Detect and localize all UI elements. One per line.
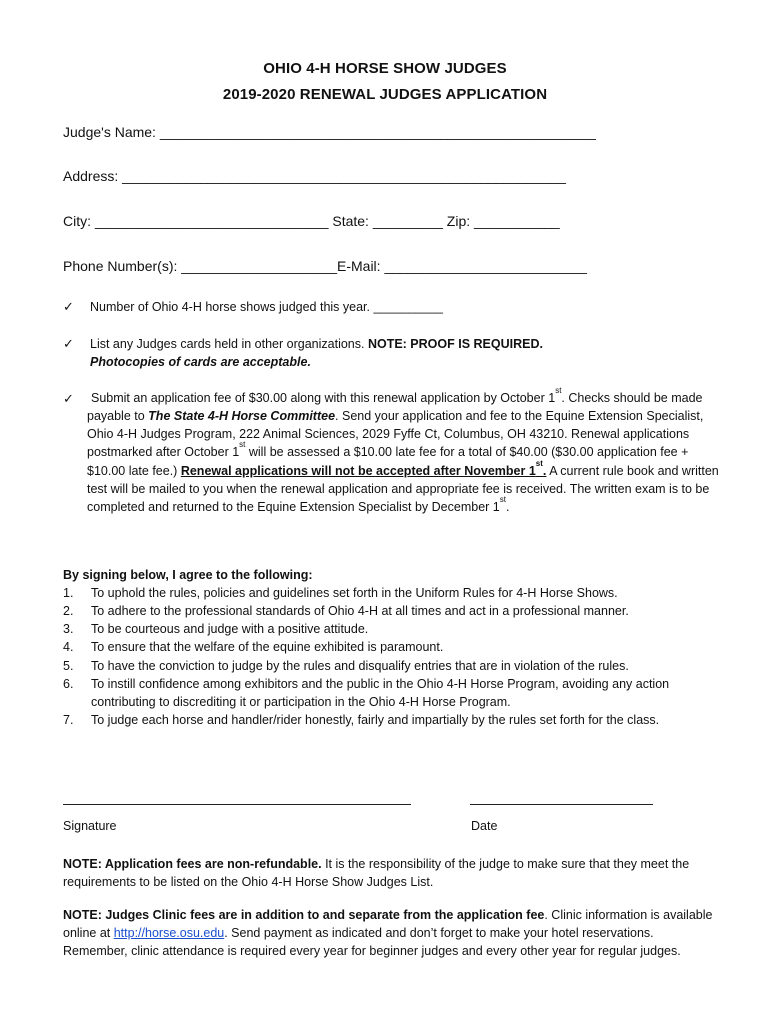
refund-note-bold: NOTE: Application fees are non-refundable.	[63, 857, 322, 871]
clinic-note-bold: NOTE: Judges Clinic fees are in addition to and separate from the application fee	[63, 908, 545, 922]
refund-note-text: It is the responsibility of the judge to make sure that they meet the requirements to be listed on the Ohio 4-H Horse Show Judges List.	[63, 857, 690, 890]
list-text: To instill confidence among exhibitors and the public in the Ohio 4-H Horse Program, avoiding any action contributing to discrediting it or participation in the Ohio 4-H Horse Program.	[91, 676, 670, 709]
list-item	[63, 711, 713, 729]
list-text: To be courteous and judge with a positive attitude.	[91, 622, 369, 637]
list-number: 6.	[63, 676, 74, 691]
shows-judged-item[interactable]	[90, 298, 720, 316]
date-line[interactable]	[470, 804, 653, 805]
list-number: 4.	[63, 640, 74, 655]
judges-name-field[interactable]: Judge's Name: ________________________________________________________	[63, 124, 596, 140]
ordinal-sup: st	[499, 494, 506, 504]
list-text: To judge each horse and handler/rider honestly, fairly and impartially by the rules set forth for the class.	[91, 712, 660, 727]
ordinal-sup: st	[535, 458, 543, 468]
deadline-warning-text: Renewal applications will not be accepted after November 1	[180, 463, 536, 478]
check-icon: ✓	[63, 299, 74, 314]
list-item	[63, 675, 713, 711]
photocopies-note: Photocopies of cards are acceptable.	[90, 355, 311, 370]
fee-text-f: .	[505, 499, 510, 514]
clinic-note	[63, 906, 713, 960]
city-state-zip-field[interactable]: City: ______________________________ State: _________ Zip: ___________	[63, 213, 560, 229]
proof-required-note: NOTE: PROOF IS REQUIRED.	[367, 337, 543, 351]
fee-text-c: . Send your application and fee to the Equine Extension Specialist, Ohio 4-H Judges Program, 222 Animal Sciences, 2029 Fyffe Ct, Columbus, OH 43210. Renewal applications postmarked after October 1	[87, 409, 704, 460]
list-number: 1.	[63, 586, 74, 600]
list-text: To uphold the rules, policies and guidelines set forth in the Uniform Rules for 4-H Horse Shows.	[91, 586, 618, 600]
list-number: 2.	[63, 604, 74, 619]
agreement-heading: By signing below, I agree to the following:	[63, 568, 313, 582]
clinic-note-text-b: . Send payment as indicated and don’t forget to make your hotel reservations. Remember, clinic attendance is required every year for beginner judges and every other year for regular judges.	[63, 926, 681, 959]
application-fee-paragraph	[87, 386, 719, 516]
agreement-list	[63, 584, 713, 729]
title-line-2: 2019-2020 RENEWAL JUDGES APPLICATION	[222, 86, 548, 103]
signature-label: Signature	[63, 819, 117, 833]
judges-cards-item	[90, 335, 720, 371]
clinic-note-text-a: . Clinic information is available online at	[63, 908, 713, 941]
list-number: 7.	[63, 712, 74, 727]
payee-name: The State 4-H Horse Committee	[148, 409, 336, 424]
list-text: To ensure that the welfare of the equine exhibited is paramount.	[91, 640, 444, 655]
ordinal-sup: st	[555, 386, 562, 395]
fee-text-e: A current rule book and written test will be mailed to you when the renewal application and appropriate fee is received. The written exam is to be completed and returned to the Equine Extension Specialist by December 1	[87, 463, 719, 514]
list-number: 3.	[63, 622, 74, 637]
list-item	[63, 638, 713, 656]
list-number: 5.	[63, 658, 74, 673]
deadline-warning-end: .	[542, 463, 547, 478]
refund-note	[63, 855, 713, 891]
fee-text-b: . Checks should be made payable to	[87, 391, 703, 424]
title-line-1: OHIO 4-H HORSE SHOW JUDGES	[263, 60, 507, 77]
deadline-warning	[180, 458, 547, 478]
judges-cards-text: List any Judges cards held in other organizations.	[90, 337, 368, 351]
horse-osu-link[interactable]: http://horse.osu.edu	[113, 926, 225, 941]
list-item	[63, 584, 713, 602]
phone-email-field[interactable]: Phone Number(s): ____________________E-Mail: __________________________	[63, 258, 587, 274]
shows-judged-text: Number of Ohio 4-H horse shows judged this year. __________	[90, 300, 443, 314]
list-item	[63, 602, 713, 620]
fee-text-d: will be assessed a $10.00 late fee for a total of $40.00 ($30.00 application fee + $10.00 late fee.)	[87, 445, 689, 478]
check-icon: ✓	[63, 391, 74, 406]
list-item	[63, 657, 713, 675]
address-field[interactable]: Address: _________________________________________________________	[63, 168, 566, 184]
list-text: To adhere to the professional standards of Ohio 4-H at all times and act in a professional manner.	[91, 604, 629, 619]
check-icon: ✓	[63, 336, 74, 351]
date-label: Date	[471, 819, 498, 833]
ordinal-sup: st	[239, 440, 246, 450]
signature-line[interactable]	[63, 804, 411, 805]
list-item	[63, 620, 713, 638]
list-text: To have the conviction to judge by the rules and disqualify entries that are in violation of the rules.	[91, 658, 629, 673]
fee-text-a: Submit an application fee of $30.00 along with this renewal application by October 1	[91, 391, 556, 405]
